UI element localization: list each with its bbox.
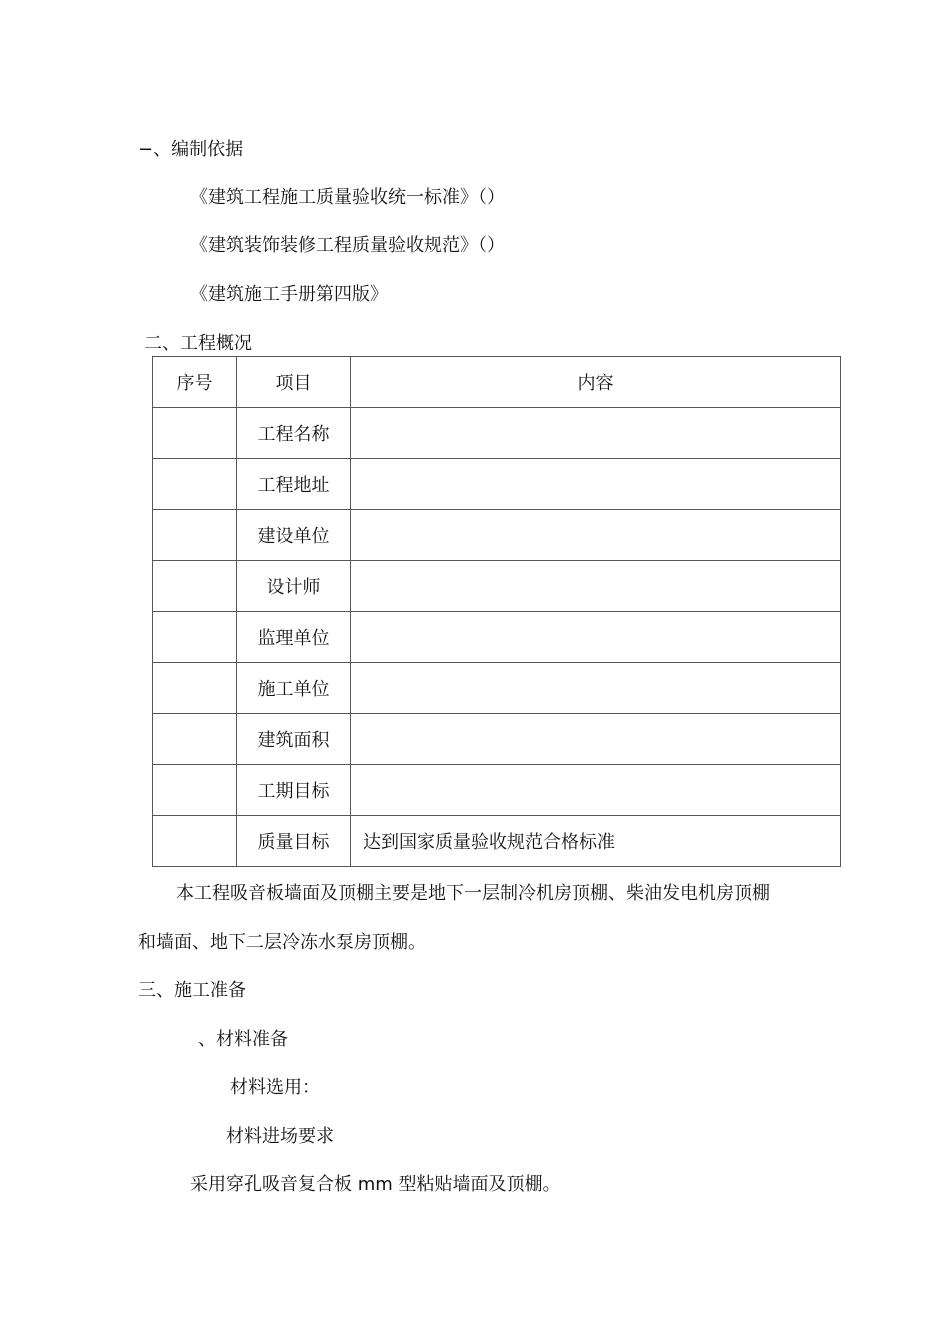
row-content — [351, 459, 841, 510]
preparation-sub-heading: 、材料准备 — [198, 1029, 288, 1050]
row-no — [153, 663, 237, 714]
row-item: 质量目标 — [237, 816, 351, 867]
row-no — [153, 714, 237, 765]
table-row — [153, 459, 841, 510]
row-no — [153, 510, 237, 561]
row-item: 建筑面积 — [237, 714, 351, 765]
table-row — [153, 510, 841, 561]
header-content: 内容 — [351, 357, 841, 408]
row-content — [351, 408, 841, 459]
basis-item-3: 《建筑施工手册第四版》 — [190, 284, 388, 305]
header-item: 项目 — [237, 357, 351, 408]
project-overview-table — [152, 356, 841, 867]
section-overview-heading: 二、工程概况 — [144, 333, 252, 354]
row-item: 工程名称 — [237, 408, 351, 459]
row-item: 工期目标 — [237, 765, 351, 816]
table-row — [153, 816, 841, 867]
table-row — [153, 561, 841, 612]
row-no — [153, 765, 237, 816]
row-no — [153, 816, 237, 867]
row-content — [351, 612, 841, 663]
row-content — [351, 714, 841, 765]
material-selection-label: 材料选用： — [230, 1077, 320, 1098]
table-row — [153, 663, 841, 714]
overview-paragraph-line-2: 和墙面、地下二层冷冻水泵房顶棚。 — [138, 932, 426, 953]
row-item: 设计师 — [237, 561, 351, 612]
row-no — [153, 612, 237, 663]
row-content — [351, 561, 841, 612]
overview-paragraph-line-1: 本工程吸音板墙面及顶棚主要是地下一层制冷机房顶棚、柴油发电机房顶棚 — [176, 883, 770, 904]
header-no: 序号 — [153, 357, 237, 408]
table-row — [153, 612, 841, 663]
table-row — [153, 765, 841, 816]
row-content — [351, 510, 841, 561]
row-content: 达到国家质量验收规范合格标准 — [351, 816, 841, 867]
row-item: 建设单位 — [237, 510, 351, 561]
row-content — [351, 663, 841, 714]
row-no — [153, 408, 237, 459]
section-preparation-heading: 三、施工准备 — [138, 980, 246, 1001]
row-item: 工程地址 — [237, 459, 351, 510]
section-basis-heading: −、编制依据 — [138, 139, 244, 160]
table-row — [153, 408, 841, 459]
row-no — [153, 459, 237, 510]
row-item: 施工单位 — [237, 663, 351, 714]
table-row — [153, 714, 841, 765]
row-no — [153, 561, 237, 612]
table-header-row — [153, 357, 841, 408]
basis-item-1: 《建筑工程施工质量验收统一标准》（） — [190, 187, 505, 208]
material-entry-label: 材料进场要求 — [226, 1126, 334, 1147]
row-item: 监理单位 — [237, 612, 351, 663]
row-content — [351, 765, 841, 816]
material-text: 采用穿孔吸音复合板 mm 型粘贴墙面及顶棚。 — [190, 1174, 561, 1195]
basis-item-2: 《建筑装饰装修工程质量验收规范》（） — [190, 235, 505, 256]
